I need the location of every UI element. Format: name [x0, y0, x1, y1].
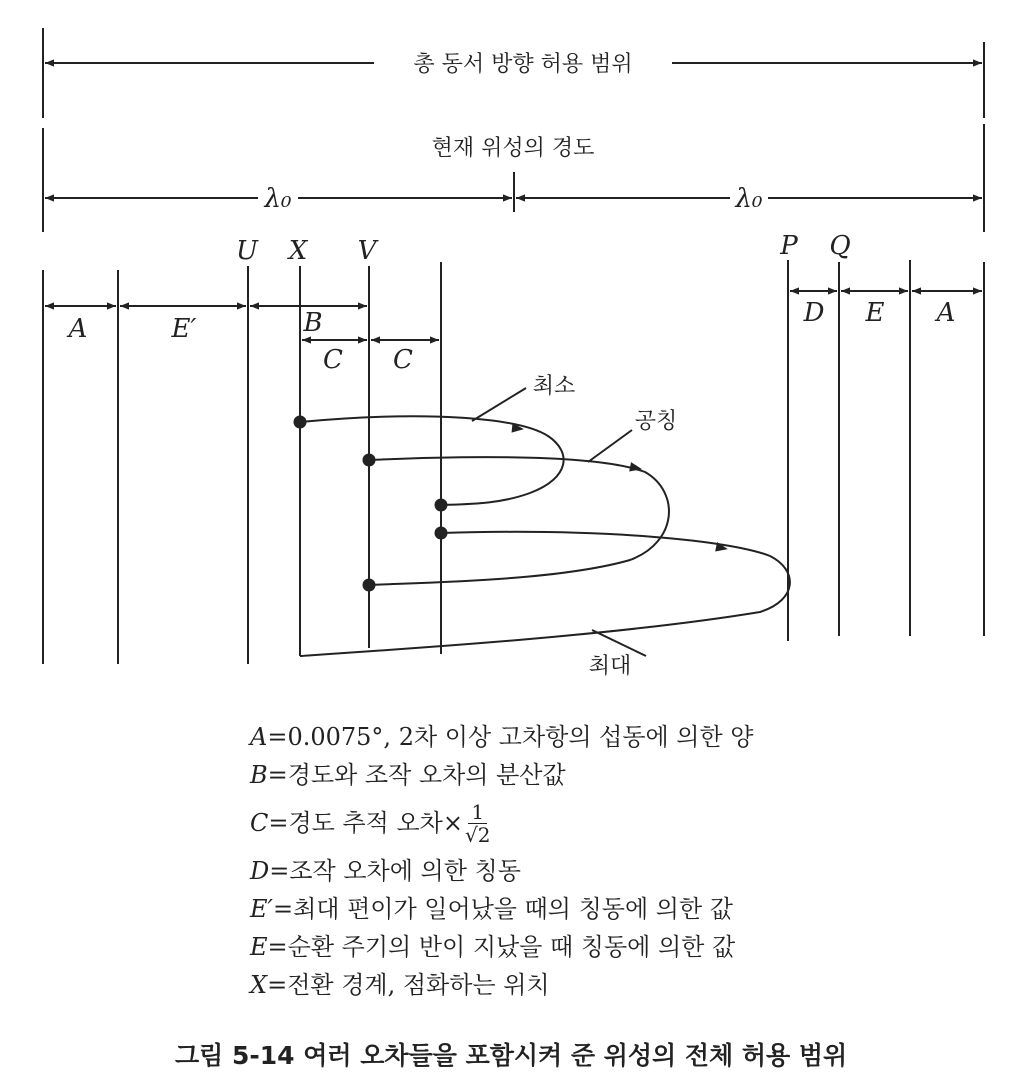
- label-U: U: [236, 236, 258, 266]
- label-V: V: [357, 236, 377, 266]
- curve-max: [300, 532, 790, 656]
- curve-max-label: 최대: [588, 654, 632, 679]
- legend-symbol: D: [250, 857, 270, 885]
- leader-nominal: [588, 430, 632, 462]
- label-A-right: A: [936, 298, 956, 328]
- label-C1: C: [323, 345, 343, 375]
- legend-symbol: B: [250, 761, 268, 789]
- legend-symbol: E′: [250, 895, 273, 923]
- fraction-numerator: 1: [468, 801, 487, 824]
- top-span-label: 총 동서 방향 허용 범위: [413, 52, 633, 77]
- dot-min-end: [435, 499, 448, 512]
- legend: [250, 718, 754, 1004]
- legend-symbol: C: [250, 809, 269, 837]
- fraction-denominator: √2: [464, 822, 491, 847]
- dot-nominal-end: [363, 579, 376, 592]
- legend-row-B: [250, 756, 754, 794]
- legend-symbol: A: [250, 723, 268, 751]
- label-E: E: [865, 298, 885, 328]
- legend-text: =전환 경계, 점화하는 위치: [267, 971, 550, 999]
- label-E-prime: E′: [171, 314, 197, 344]
- legend-text: =0.0075°, 2차 이상 고차항의 섭동에 의한 양: [267, 723, 754, 751]
- curve-nominal: [369, 457, 669, 585]
- label-X: X: [288, 236, 308, 266]
- label-B: B: [303, 308, 323, 338]
- legend-row-A: [250, 718, 754, 756]
- leader-max: [592, 630, 646, 656]
- legend-row-E-prime: [250, 890, 754, 928]
- legend-text: =순환 주기의 반이 지났을 때 칭동에 의한 값: [267, 933, 736, 961]
- legend-row-D: [250, 852, 754, 890]
- leader-min: [472, 388, 526, 421]
- center-longitude-label: 현재 위성의 경도: [431, 136, 595, 161]
- figure-caption: 그림 5-14 여러 오차들을 포함시켜 준 위성의 전체 허용 범위: [175, 1041, 848, 1070]
- lambda-right-label: λ₀: [735, 184, 763, 214]
- legend-row-C: [250, 794, 754, 852]
- legend-row-E: [250, 928, 754, 966]
- dot-max-start: [435, 527, 448, 540]
- curve-max-arrowhead: [712, 546, 722, 548]
- fraction: [465, 801, 490, 846]
- curve-min: [300, 416, 564, 505]
- label-C2: C: [393, 345, 413, 375]
- dot-X-min-start: [294, 416, 307, 429]
- dot-V-nominal-start: [363, 454, 376, 467]
- legend-row-X: [250, 966, 754, 1004]
- legend-text: =경도 추적 오차×: [268, 809, 463, 837]
- curve-min-arrowhead: [508, 428, 518, 429]
- curve-nominal-label: 공칭: [634, 409, 678, 434]
- curve-min-label: 최소: [532, 374, 576, 399]
- label-D: D: [803, 298, 825, 328]
- label-P: P: [780, 231, 798, 261]
- legend-symbol: X: [250, 971, 268, 999]
- label-Q: Q: [829, 231, 851, 261]
- legend-text: =최대 편이가 일어났을 때의 칭동에 의한 값: [272, 895, 733, 923]
- legend-text: =경도와 조작 오차의 분산값: [267, 761, 566, 789]
- legend-text: =조작 오차에 의한 칭동: [269, 857, 521, 885]
- legend-symbol: E: [250, 933, 268, 961]
- label-A-left: A: [68, 314, 88, 344]
- lambda-left-label: λ₀: [264, 184, 292, 214]
